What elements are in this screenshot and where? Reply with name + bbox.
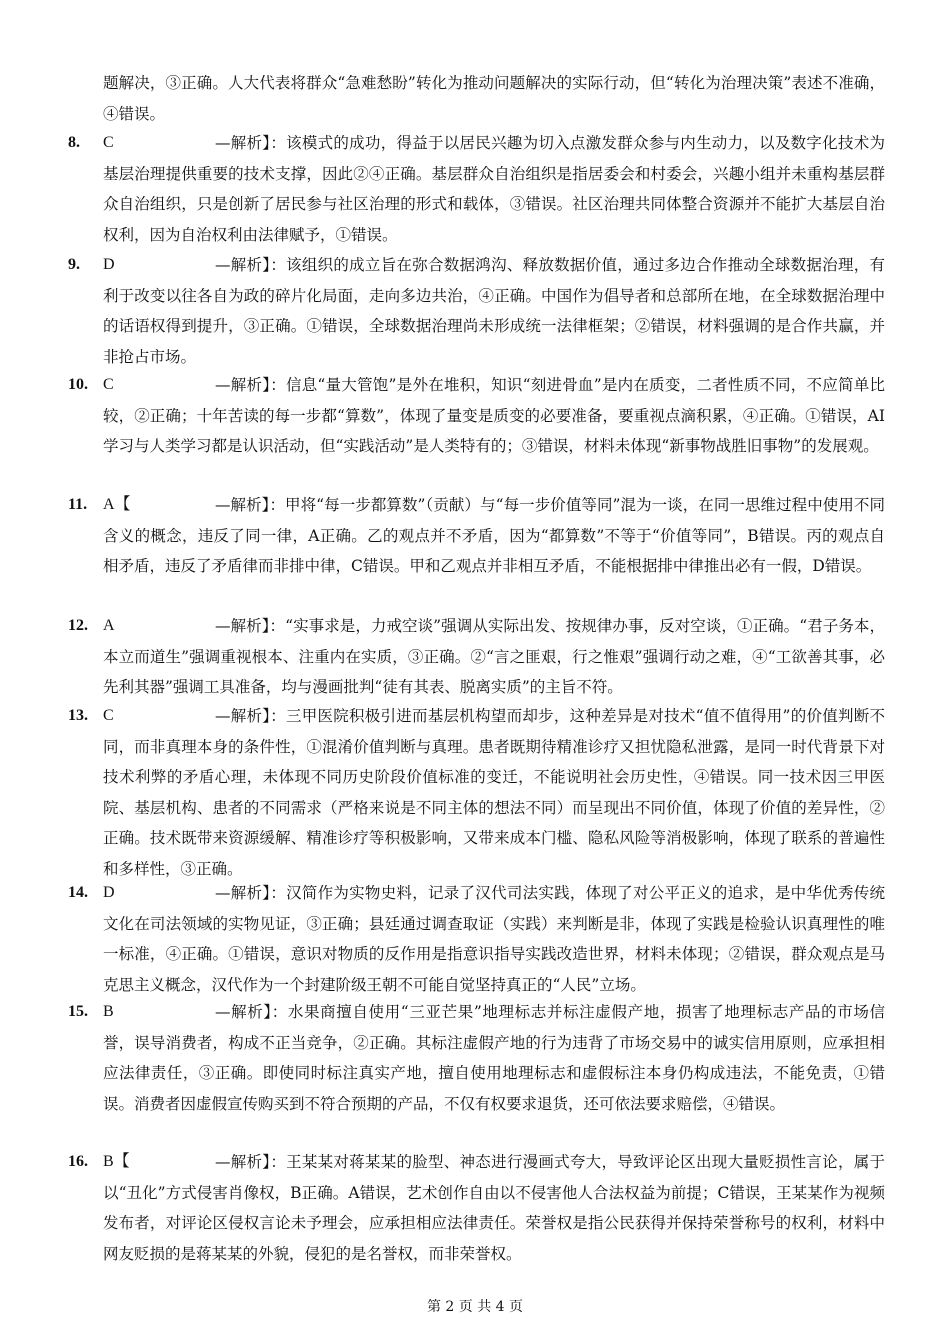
question-answer: A【: [103, 496, 131, 513]
question-answer: C: [103, 376, 114, 393]
question-explanation: —解析】：汉简作为实物史料，记录了汉代司法实践，体现了对公平正义的追求，是中华优秀传统文化在司法领域的实物见证，③正确；县廷通过调查取证（实践）来判断是非，体现了实践是检验认识真理性的唯一标准，④正确。①错误，意识对物质的反作用是指意识指导实践改造世界，材料未体现；②错误，群众观点是马克思主义概念，汉代作为一个封建阶级王朝不可能自觉坚持真正的“人民”立场。: [103, 884, 885, 994]
question-number: 11.: [68, 496, 88, 513]
question-explanation: —解析】：信息“量大管饱”是外在堆积，知识“刻进骨血”是内在质变，二者性质不同，不应简单比较，②正确；十年苦读的每一步都“算数”，体现了量变是质变的必要准备，要重视点滴积累，④正确。①错误，AI学习与人类学习都是认识活动，但“实践活动”是人类特有的；③错误，材料未体现“新事物战胜旧事物”的发展观。: [103, 376, 885, 455]
question-answer: D: [103, 256, 115, 273]
question-answer: D: [103, 884, 115, 901]
page-footer: 第 2 页 共 4 页: [426, 1299, 524, 1315]
question-explanation: —解析】：三甲医院积极引进而基层机构望而却步，这种差异是对技术“值不值得用”的价值判断不同，而非真理本身的条件性，①混淆价值判断与真理。患者既期待精准诊疗又担忧隐私泄露，是同一时代背景下对技术利弊的矛盾心理，未体现不同历史阶段价值标准的变迁，不能说明社会历史性，④错误。同一技术因三甲医院、基层机构、患者的不同需求（严格来说是不同主体的想法不同）而呈现出不同价值，体现了价值的差异性，②正确。技术既带来资源缓解、精准诊疗等积极影响，又带来成本门槛、隐私风险等消极影响，体现了联系的普遍性和多样性，③正确。: [103, 707, 885, 878]
question-answer: C: [103, 134, 114, 151]
question-number: 8.: [68, 134, 80, 151]
question-number: 15.: [68, 1003, 88, 1020]
question-number: 16.: [68, 1153, 88, 1170]
question-number: 13.: [68, 707, 88, 724]
question-explanation: —解析】：甲将“每一步都算数”（贡献）与“每一步价值等同”混为一谈，在同一思维过程中使用不同含义的概念，违反了同一律，A正确。乙的观点并不矛盾，因为“都算数”不等于“价值等同”，B错误。丙的观点自相矛盾，违反了矛盾律而非排中律，C错误。甲和乙观点并非相互矛盾，不能根据排中律推出必有一假，D错误。: [103, 496, 885, 575]
question-number: 10.: [68, 376, 88, 393]
question-number: 12.: [68, 617, 88, 634]
question-explanation: —解析】：该模式的成功，得益于以居民兴趣为切入点激发群众参与内生动力，以及数字化技术为基层治理提供重要的技术支撑，因此②④正确。基层群众自治组织是指居委会和村委会，兴趣小组并未重构基层群众自治组织，只是创新了居民参与社区治理的形式和载体，③错误。社区治理共同体整合资源并不能扩大基层自治权利，因为自治权利由法律赋予，①错误。: [103, 134, 885, 244]
question-answer: B: [103, 1003, 114, 1020]
question-explanation: —解析】：王某某对蒋某某的脸型、神态进行漫画式夸大，导致评论区出现大量贬损性言论，属于以“丑化”方式侵害肖像权，B正确。A错误，艺术创作自由以不侵害他人合法权益为前提；C错误，王某某作为视频发布者，对评论区侵权言论未予理会，应承担相应法律责任。荣誉权是指公民获得并保持荣誉称号的权利，材料中网友贬损的是蒋某某的外貌，侵犯的是名誉权，而非荣誉权。: [103, 1153, 885, 1263]
continuation-paragraph: 题解决，③正确。人大代表将群众“急难愁盼”转化为推动问题解决的实际行动，但“转化为治理决策”表述不准确，④错误。: [103, 74, 885, 123]
question-answer: B【: [103, 1153, 130, 1170]
question-answer: C: [103, 707, 114, 724]
question-explanation: —解析】：该组织的成立旨在弥合数据鸿沟、释放数据价值，通过多边合作推动全球数据治理，有利于改变以往各自为政的碎片化局面，走向多边共治，④正确。中国作为倡导者和总部所在地，在全球数据治理中的话语权得到提升，③正确。①错误，全球数据治理尚未形成统一法律框架；②错误，材料强调的是合作共赢，并非抢占市场。: [103, 256, 885, 366]
question-explanation: —解析】：“实事求是，力戒空谈”强调从实际出发、按规律办事，反对空谈，①正确。“君子务本，本立而道生”强调重视根本、注重内在实质，③正确。②“言之匪艰，行之惟艰”强调行动之难，④“工欲善其事，必先利其器”强调工具准备，均与漫画批判“徒有其表、脱离实质”的主旨不符。: [103, 617, 885, 696]
question-number: 14.: [68, 884, 88, 901]
question-answer: A: [103, 617, 115, 634]
question-number: 9.: [68, 256, 80, 273]
question-explanation: —解析】：水果商擅自使用“三亚芒果”地理标志并标注虚假产地，损害了地理标志产品的市场信誉，误导消费者，构成不正当竞争，②正确。其标注虚假产地的行为违背了市场交易中的诚实信用原则，应承担相应法律责任，③正确。即使同时标注真实产地，擅自使用地理标志和虚假标注本身仍构成违法，不能免责，①错误。消费者因虚假宣传购买到不符合预期的产品，不仅有权要求退货，还可依法要求赔偿，④错误。: [103, 1003, 885, 1113]
